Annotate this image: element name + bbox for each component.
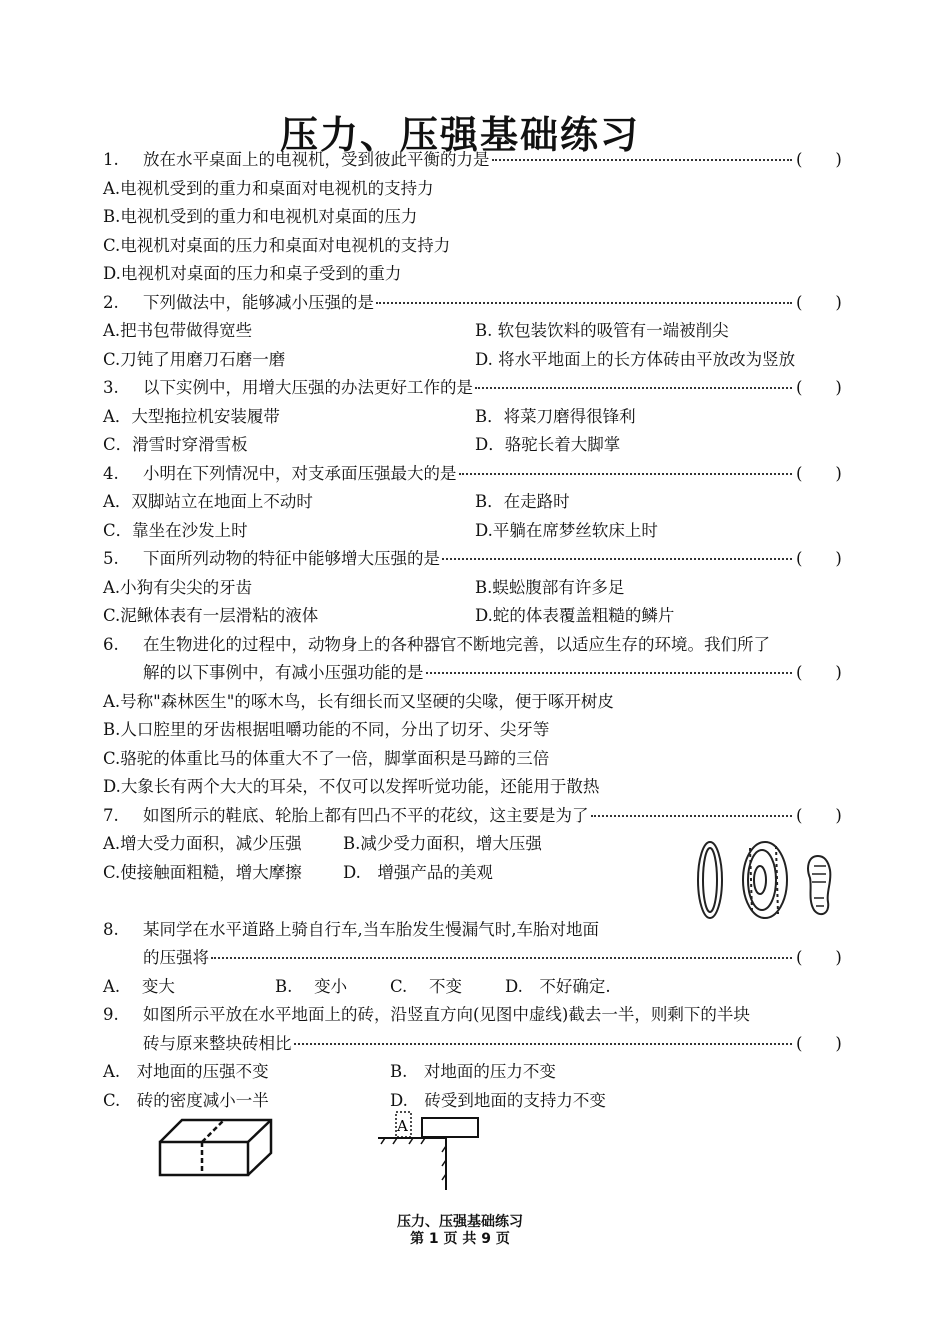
tire-shoe-figure — [690, 838, 850, 923]
wall-edge-figure — [375, 1110, 485, 1195]
option-row — [103, 317, 848, 346]
question-number: 8. — [103, 919, 119, 939]
dot-leader — [442, 545, 792, 560]
answer-option: A．大型拖拉机安装履带 — [103, 406, 280, 426]
question-text: 砖与原来整块砖相比 — [143, 1033, 292, 1053]
dot-leader — [475, 374, 792, 389]
answer-option: B．将菜刀磨得很锋利 — [475, 406, 636, 426]
question-stem — [103, 545, 848, 574]
question-number: 6. — [103, 634, 119, 654]
question-text: 某同学在水平道路上骑自行车,当车胎发生慢漏气时,车胎对地面 — [143, 919, 599, 939]
option-row — [103, 716, 848, 745]
answer-option: A.增大受力面积，减少压强 — [103, 834, 302, 853]
answer-option: C．滑雪时穿滑雪板 — [103, 435, 248, 454]
option-row — [103, 203, 848, 232]
answer-bracket: ( ) — [796, 378, 842, 397]
option-row — [103, 431, 848, 460]
answer-option: C.刀钝了用磨刀石磨一磨 — [103, 349, 286, 369]
option-row — [103, 688, 848, 717]
option-row — [103, 602, 848, 631]
answer-option: D.大象长有两个大大的耳朵，不仅可以发挥听觉功能，还能用于散热 — [103, 777, 600, 796]
answer-option: C.使接触面粗糙，增大摩擦 — [103, 862, 302, 882]
question-number: 7. — [103, 805, 119, 825]
dot-leader — [376, 289, 792, 304]
figure-label-a: A — [397, 1117, 408, 1135]
answer-bracket: ( ) — [796, 805, 842, 825]
option-row — [103, 517, 848, 546]
question-stem — [103, 1001, 848, 1030]
question-stem — [103, 944, 848, 973]
footer-title: 压力、压强基础练习 — [397, 1214, 523, 1230]
page-number: 第 1 页 共 9 页 — [410, 1231, 510, 1247]
question-list — [103, 146, 848, 1115]
answer-option: C. 不变 — [390, 976, 463, 996]
question-text: 以下实例中，用增大压强的办法更好工作的是 — [143, 378, 473, 397]
question-text: 小明在下列情况中，对支承面压强最大的是 — [143, 463, 457, 483]
question-text: 的压强将 — [143, 948, 209, 967]
answer-option: D．骆驼长着大脚掌 — [475, 435, 621, 454]
brick-figure — [155, 1115, 280, 1180]
option-row — [103, 773, 848, 802]
dot-leader — [492, 146, 793, 161]
answer-option: C. 砖的密度减小一半 — [103, 1090, 269, 1110]
dot-leader — [591, 802, 793, 817]
option-row — [103, 574, 848, 603]
question-stem — [103, 289, 848, 318]
page-title: 压力、压强基础练习 — [279, 113, 640, 157]
question-number: 4. — [103, 463, 119, 483]
answer-option: B.人口腔里的牙齿根据咀嚼功能的不同，分出了切牙、尖牙等 — [103, 720, 550, 739]
dot-leader — [294, 1030, 793, 1045]
question-stem — [103, 374, 848, 403]
question-stem — [103, 1030, 848, 1059]
dot-leader — [211, 944, 792, 959]
question-stem — [103, 631, 848, 660]
answer-bracket: ( ) — [796, 663, 842, 682]
question-text: 如图所示的鞋底、轮胎上都有凹凸不平的花纹，这主要是为了 — [143, 805, 589, 825]
answer-bracket: ( ) — [796, 549, 842, 568]
answer-option: B.电视机受到的重力和电视机对桌面的压力 — [103, 207, 418, 226]
answer-bracket: ( ) — [796, 463, 842, 483]
answer-option: A. 对地面的压强不变 — [103, 1062, 269, 1081]
answer-option: D. 砖受到地面的支持力不变 — [390, 1090, 606, 1110]
question-stem — [103, 460, 848, 489]
answer-option: A.号称"森林医生"的啄木鸟，长有细长而又坚硬的尖喙，便于啄开树皮 — [103, 691, 614, 711]
option-row — [103, 346, 848, 375]
option-row — [103, 403, 848, 432]
answer-option: D.平躺在席梦丝软床上时 — [475, 520, 658, 540]
question-number: 2. — [103, 292, 119, 312]
answer-option: A．双脚站立在地面上不动时 — [103, 492, 313, 511]
answer-bracket: ( ) — [796, 1033, 842, 1053]
answer-option: D. 增强产品的美观 — [343, 862, 493, 882]
answer-option: B. 变小 — [275, 976, 348, 996]
dot-leader — [459, 460, 793, 475]
question-stem — [103, 146, 848, 175]
answer-option: B.蜈蚣腹部有许多足 — [475, 577, 625, 597]
question-number: 1. — [103, 150, 119, 169]
option-row — [103, 260, 848, 289]
question-text: 放在水平桌面上的电视机，受到彼此平衡的力是 — [143, 150, 490, 169]
question-text: 在生物进化的过程中，动物身上的各种器官不断地完善，以适应生存的环境。我们所了 — [143, 634, 770, 654]
answer-option: C.泥鳅体表有一层滑粘的液体 — [103, 606, 319, 625]
question-number: 3. — [103, 378, 119, 397]
answer-option: B．在走路时 — [475, 492, 570, 511]
question-stem — [103, 659, 848, 688]
answer-option: C.骆驼的体重比马的体重大不了一倍，脚掌面积是马蹄的三倍 — [103, 748, 550, 768]
answer-bracket: ( ) — [796, 292, 842, 312]
question-number: 5. — [103, 549, 119, 568]
question-text: 如图所示平放在水平地面上的砖，沿竖直方向(见图中虚线)截去一半，则剩下的半块 — [143, 1005, 750, 1024]
answer-option: D.蛇的体表覆盖粗糙的鳞片 — [475, 606, 675, 625]
answer-option: D. 将水平地面上的长方体砖由平放改为竖放 — [475, 349, 796, 369]
option-row — [103, 973, 848, 1002]
page-footer — [0, 1214, 920, 1248]
option-row — [103, 175, 848, 204]
answer-option: D. 不好确定. — [505, 976, 611, 996]
dot-leader — [426, 659, 793, 674]
option-row — [103, 488, 848, 517]
option-row — [103, 1058, 848, 1087]
answer-option: C.电视机对桌面的压力和桌面对电视机的支持力 — [103, 235, 451, 255]
question-text: 下面所列动物的特征中能够增大压强的是 — [143, 549, 440, 568]
answer-option: A.电视机受到的重力和桌面对电视机的支持力 — [103, 178, 434, 198]
question-text: 解的以下事例中，有减小压强功能的是 — [143, 663, 424, 682]
answer-option: B.减少受力面积，增大压强 — [343, 834, 542, 853]
question-text: 下列做法中，能够减小压强的是 — [143, 292, 374, 312]
answer-bracket: ( ) — [796, 150, 842, 169]
option-row — [103, 232, 848, 261]
answer-option: A. 变大 — [103, 976, 175, 996]
answer-option: A.把书包带做得宽些 — [103, 321, 253, 340]
answer-option: D.电视机对桌面的压力和桌子受到的重力 — [103, 264, 402, 283]
answer-option: C．靠坐在沙发上时 — [103, 520, 248, 540]
answer-bracket: ( ) — [796, 948, 842, 967]
answer-option: B. 对地面的压力不变 — [390, 1062, 556, 1081]
question-stem — [103, 802, 848, 831]
option-row — [103, 745, 848, 774]
thin-tire-icon — [698, 842, 722, 918]
answer-option: B. 软包装饮料的吸管有一端被削尖 — [475, 321, 729, 340]
question-number: 9. — [103, 1005, 119, 1024]
answer-option: A.小狗有尖尖的牙齿 — [103, 577, 253, 597]
